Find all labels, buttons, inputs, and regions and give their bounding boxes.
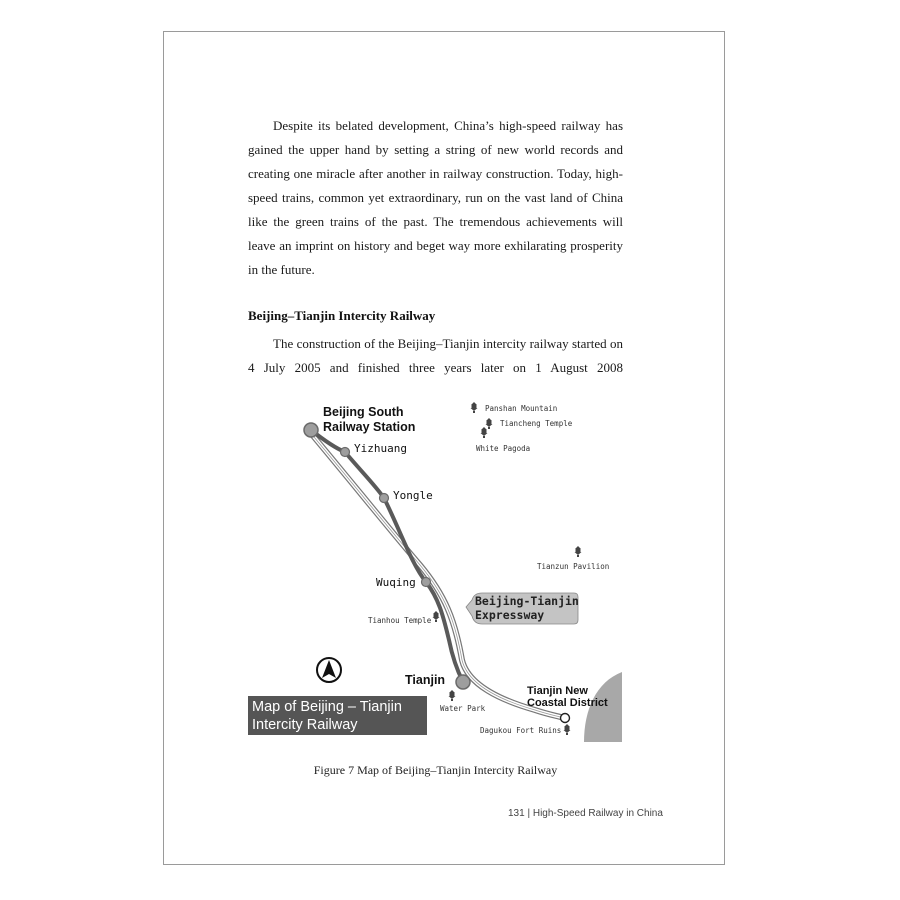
label-tianjin: Tianjin: [405, 673, 446, 687]
book-title: High-Speed Railway in China: [532, 808, 663, 819]
wuqing-station-marker: [422, 578, 431, 587]
label-coastal-2: Coastal District: [527, 697, 608, 709]
expressway-label-1: Beijing-Tianjin: [475, 594, 579, 608]
landmark-white-pagoda: White Pagoda: [476, 444, 531, 453]
footer-separator: |: [524, 808, 533, 819]
map-title-line-1: Map of Beijing – Tianjin: [252, 699, 402, 715]
landmark-panshan: Panshan Mountain: [485, 404, 558, 413]
figure-caption: Figure 7 Map of Beijing–Tianjin Intercity Railway: [313, 763, 558, 777]
body-paragraph-2: The construction of the Beijing–Tianjin intercity railway started on 4 July 2005 and finished three years later on 1 August 2008: [248, 336, 623, 375]
label-beijing-south-2: Railway Station: [323, 420, 416, 434]
body-paragraph-1: Despite its belated development, China’s high-speed railway has gained the upper hand by setting a string of new world records and creating one miracle after another in railway construction. Today, high-speed trains, common yet extraordinary, run on the vast land of China like the green trains of the past. The tremendous achievements will leave an imprint on history and beget way more exhilarating prosperity in the future.: [248, 118, 623, 277]
coastal-station-marker: [561, 714, 570, 723]
page-number: 131: [508, 808, 525, 819]
section-heading: Beijing–Tianjin Intercity Railway: [248, 308, 436, 323]
label-wuqing: Wuqing: [376, 576, 416, 589]
beijing-south-station-marker: [304, 423, 318, 437]
expressway-label-2: Expressway: [475, 608, 545, 622]
landmark-dagukou: Dagukou Fort Ruins: [480, 726, 562, 735]
landmark-tianhou: Tianhou Temple: [368, 616, 432, 625]
yongle-station-marker: [380, 494, 389, 503]
map-title-line-2: Intercity Railway: [252, 717, 358, 733]
landmark-tiancheng: Tiancheng Temple: [500, 419, 573, 428]
landmark-water-park: Water Park: [440, 704, 486, 713]
label-yongle: Yongle: [393, 489, 433, 502]
label-yizhuang: Yizhuang: [354, 442, 407, 455]
page-footer: [508, 808, 663, 819]
yizhuang-station-marker: [341, 448, 350, 457]
north-arrow-icon: [317, 658, 341, 682]
label-coastal-1: Tianjin New: [527, 685, 588, 697]
landmark-tianzun: Tianzun Pavilion: [537, 562, 610, 571]
label-beijing-south-1: Beijing South: [323, 405, 404, 419]
tianjin-station-marker: [456, 675, 470, 689]
intercity-railway-line: [311, 430, 463, 682]
